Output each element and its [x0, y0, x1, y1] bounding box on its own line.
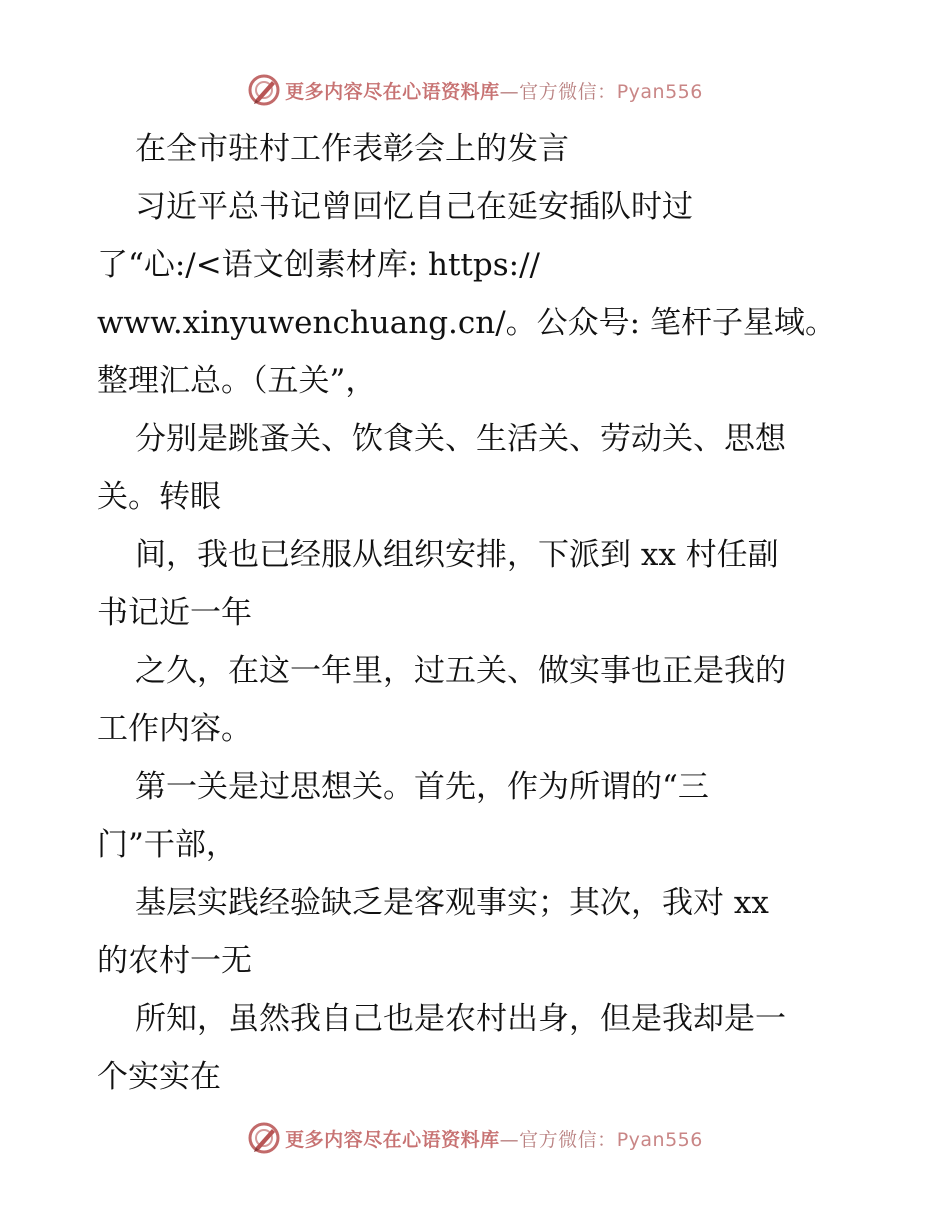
- paragraph-line: 关。转眼: [97, 479, 221, 515]
- paragraph-line: 工作内容。: [97, 711, 252, 747]
- banner-wechat-id: Pyan556: [616, 80, 703, 103]
- document-title: 在全市驻村工作表彰会上的发言: [135, 131, 569, 167]
- banner-slogan: 更多内容尽在心语资料库: [285, 1128, 500, 1151]
- banner-text: [285, 1125, 703, 1152]
- paragraph-line: 的农村一无: [97, 943, 252, 979]
- pen-logo-icon: [247, 1121, 281, 1155]
- paragraph-line: 整理汇总。（五关”，: [97, 363, 377, 399]
- paragraph-line: 基层实践经验缺乏是客观事实；其次，我对 xx: [135, 885, 769, 921]
- paragraph-line: 所知，虽然我自己也是农村出身，但是我却是一: [135, 1001, 786, 1037]
- banner-text: [285, 77, 703, 104]
- paragraph-line: 习近平总书记曾回忆自己在延安插队时过: [135, 189, 693, 225]
- paragraph-line: 了“心:/<语文创素材库: https://: [97, 247, 540, 283]
- document-body: [97, 120, 857, 1106]
- banner-wechat-id: Pyan556: [616, 1128, 703, 1151]
- paragraph-line: 第一关是过思想关。首先，作为所谓的“三: [135, 769, 709, 805]
- banner-wechat-label: —官方微信：: [499, 80, 617, 103]
- paragraph-line: www.xinyuwenchuang.cn/。公众号: 笔杆子星域。: [97, 305, 836, 341]
- banner-slogan: 更多内容尽在心语资料库: [285, 80, 500, 103]
- pen-logo-icon: [247, 73, 281, 107]
- paragraph-line: 间，我也已经服从组织安排，下派到 xx 村任副: [135, 537, 779, 573]
- paragraph-line: 门”干部，: [97, 827, 237, 863]
- paragraph-line: 分别是跳蚤关、饮食关、生活关、劳动关、思想: [135, 421, 786, 457]
- paragraph-line: 个实实在: [97, 1059, 221, 1095]
- paragraph-line: 书记近一年: [97, 595, 252, 631]
- paragraph-line: 之久，在这一年里，过五关、做实事也正是我的: [135, 653, 786, 689]
- header-banner: [0, 70, 950, 110]
- footer-banner: [0, 1118, 950, 1158]
- banner-wechat-label: —官方微信：: [499, 1128, 617, 1151]
